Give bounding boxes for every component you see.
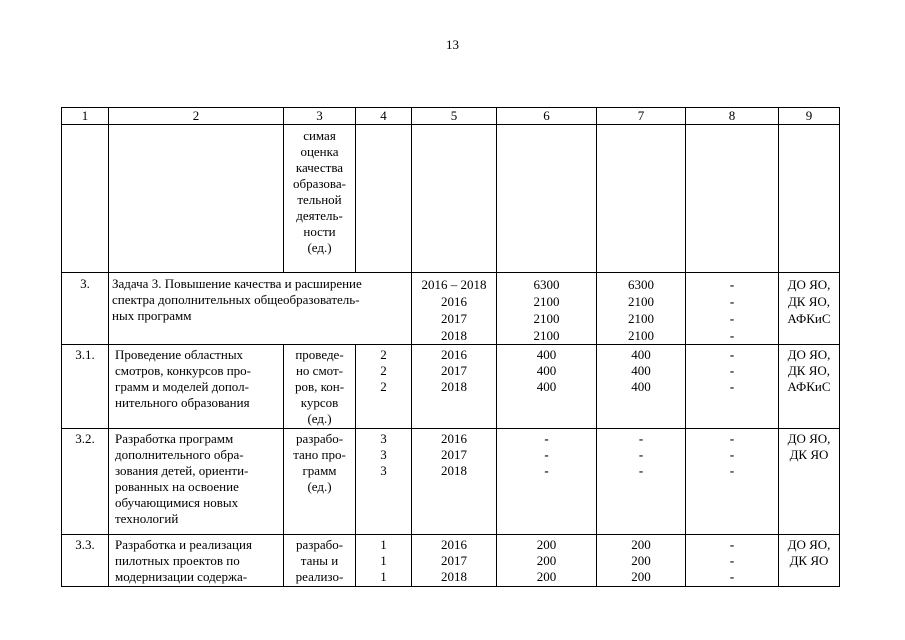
indicator-line: разрабо- xyxy=(295,431,344,446)
dash: - xyxy=(729,277,735,292)
responsible: ДО ЯО, xyxy=(787,431,831,446)
responsible: АФКиС xyxy=(787,311,831,326)
table-header-row xyxy=(62,108,840,125)
title-line: Задача 3. Повышение качества и расширение xyxy=(112,276,362,291)
num-cell: 3.2. xyxy=(62,429,109,535)
year-value: 2018 xyxy=(441,463,467,478)
value: 400 xyxy=(631,379,651,394)
indicator-cell xyxy=(284,125,356,273)
value: 200 xyxy=(536,537,557,552)
year-value: 2018 xyxy=(441,328,467,343)
value: 2100 xyxy=(628,294,654,309)
responsible-cell xyxy=(779,535,840,587)
responsible-cell xyxy=(779,345,840,429)
target-cell xyxy=(356,429,412,535)
value: 400 xyxy=(536,363,557,378)
header-cell: 6 xyxy=(497,108,597,125)
dash: - xyxy=(729,347,735,362)
title-cell xyxy=(109,535,284,587)
responsible: АФКиС xyxy=(787,379,831,394)
dash: - xyxy=(544,447,549,462)
header-cell: 4 xyxy=(356,108,412,125)
target-value: 1 xyxy=(380,537,387,552)
table-row-task-3 xyxy=(62,273,840,345)
indicator-line: разрабо- xyxy=(295,537,344,552)
num-cell: 3.3. xyxy=(62,535,109,587)
year-value: 2017 xyxy=(441,363,467,378)
year-value: 2016 xyxy=(441,537,467,552)
empty-cell xyxy=(686,125,779,273)
value: 6300 xyxy=(533,277,560,292)
target-value: 1 xyxy=(380,553,387,568)
title-line: модернизации содержа- xyxy=(115,569,248,584)
year-value: 2017 xyxy=(441,447,467,462)
header-cell: 3 xyxy=(284,108,356,125)
header-cell: 5 xyxy=(412,108,497,125)
value: 2100 xyxy=(533,311,560,326)
col8-cell xyxy=(686,345,779,429)
responsible: ДК ЯО xyxy=(789,553,829,568)
table-row-3-3 xyxy=(62,535,840,587)
col6-cell xyxy=(497,345,597,429)
target-value: 1 xyxy=(380,569,387,584)
page-number: 13 xyxy=(446,37,459,52)
target-cell xyxy=(356,345,412,429)
target-value: 2 xyxy=(380,363,387,378)
dash: - xyxy=(729,363,735,378)
dash: - xyxy=(729,294,735,309)
year-value: 2017 xyxy=(441,553,467,568)
title-line: спектра дополнительных общеобразователь- xyxy=(112,292,360,307)
col7-cell xyxy=(597,273,686,345)
value: 200 xyxy=(536,553,557,568)
value: 400 xyxy=(631,363,651,378)
empty-cell xyxy=(497,125,597,273)
year-value: 2018 xyxy=(441,569,467,584)
target-value: 2 xyxy=(380,347,387,362)
title-line: обучающимися новых xyxy=(115,495,239,510)
dash: - xyxy=(544,431,549,446)
title-line: Разработка и реализация xyxy=(115,537,252,552)
task-title-cell xyxy=(109,273,412,345)
value: 200 xyxy=(631,553,651,568)
title-line: технологий xyxy=(115,511,179,526)
responsible: ДК ЯО, xyxy=(787,363,831,378)
value: 400 xyxy=(631,347,651,362)
col7-cell xyxy=(597,429,686,535)
indicator-line: грамм xyxy=(302,463,337,478)
indicator-line: проведе- xyxy=(295,347,344,362)
col6-cell xyxy=(497,273,597,345)
title-line: зования детей, ориенти- xyxy=(115,463,249,478)
dash: - xyxy=(729,379,735,394)
dash: - xyxy=(729,569,735,584)
indicator-line: но смот- xyxy=(295,363,344,378)
title-line: рованных на освоение xyxy=(115,479,239,494)
value: 2100 xyxy=(628,328,654,343)
header-cell: 1 xyxy=(62,108,109,125)
indicator-line: (ед.) xyxy=(307,411,332,426)
header-cell: 2 xyxy=(109,108,284,125)
title-line: смотров, конкурсов про- xyxy=(115,363,251,378)
year-value: 2016 – 2018 xyxy=(421,277,487,292)
empty-cell xyxy=(412,125,497,273)
indicator-line: таны и xyxy=(300,553,339,568)
target-value: 2 xyxy=(380,379,387,394)
value: 400 xyxy=(536,347,557,362)
indicator-line: ров, кон- xyxy=(294,379,345,394)
value: 200 xyxy=(536,569,557,584)
title-line: нительного образования xyxy=(115,395,250,410)
title-cell xyxy=(109,429,284,535)
table-row-3-1 xyxy=(62,345,840,429)
empty-cell xyxy=(597,125,686,273)
title-line: дополнительного обра- xyxy=(115,447,244,462)
target-value: 3 xyxy=(380,463,387,478)
title-line: Проведение областных xyxy=(115,347,244,362)
dash: - xyxy=(729,431,735,446)
dash: - xyxy=(729,553,735,568)
year-value: 2016 xyxy=(441,431,467,446)
dash: - xyxy=(729,463,735,478)
table-row-continuation xyxy=(62,125,840,273)
title-cell xyxy=(109,345,284,429)
years-cell xyxy=(412,345,497,429)
year-value: 2018 xyxy=(441,379,467,394)
empty-cell xyxy=(356,125,412,273)
responsible: ДО ЯО, xyxy=(787,347,831,362)
dash: - xyxy=(638,431,644,446)
target-cell xyxy=(356,535,412,587)
dash: - xyxy=(638,447,644,462)
years-cell xyxy=(412,535,497,587)
indicator-line: симая xyxy=(303,128,336,143)
years-cell xyxy=(412,429,497,535)
num-cell: 3.1. xyxy=(62,345,109,429)
responsible-cell xyxy=(779,273,840,345)
indicator-line: качества xyxy=(295,160,344,175)
col8-cell xyxy=(686,429,779,535)
year-value: 2016 xyxy=(441,347,467,362)
indicator-cell xyxy=(284,345,356,429)
table-row-3-2 xyxy=(62,429,840,535)
value: 2100 xyxy=(533,294,560,309)
dash: - xyxy=(729,328,735,343)
years-cell xyxy=(412,273,497,345)
indicator-line: реализо- xyxy=(295,569,344,584)
title-cell xyxy=(109,125,284,273)
indicator-line: оценка xyxy=(300,144,339,159)
indicator-cell xyxy=(284,429,356,535)
indicator-line: (ед.) xyxy=(307,240,332,255)
col6-cell xyxy=(497,429,597,535)
dash: - xyxy=(544,463,549,478)
header-cell: 7 xyxy=(597,108,686,125)
year-value: 2017 xyxy=(441,311,467,326)
col6-cell xyxy=(497,535,597,587)
indicator-line: курсов xyxy=(300,395,339,410)
title-line: грамм и моделей допол- xyxy=(115,379,249,394)
title-line: ных программ xyxy=(112,308,192,323)
title-line: Разработка программ xyxy=(115,431,234,446)
dash: - xyxy=(638,463,644,478)
target-value: 3 xyxy=(380,431,387,446)
value: 200 xyxy=(631,569,651,584)
responsible: ДО ЯО, xyxy=(787,277,831,292)
col8-cell xyxy=(686,535,779,587)
dash: - xyxy=(729,537,735,552)
value: 6300 xyxy=(628,277,654,292)
indicator-line: ности xyxy=(303,224,336,239)
value: 2100 xyxy=(628,311,654,326)
num-cell: 3. xyxy=(62,273,109,345)
responsible: ДК ЯО, xyxy=(787,294,831,309)
indicator-line: тано про- xyxy=(293,447,346,462)
indicator-line: образова- xyxy=(292,176,346,191)
num-cell xyxy=(62,125,109,273)
col7-cell xyxy=(597,345,686,429)
dash: - xyxy=(729,311,735,326)
value: 2100 xyxy=(533,328,560,343)
indicator-line: (ед.) xyxy=(307,479,332,494)
indicator-line: деятель- xyxy=(296,208,343,223)
target-value: 3 xyxy=(380,447,387,462)
title-line: пилотных проектов по xyxy=(115,553,240,568)
header-cell: 9 xyxy=(779,108,840,125)
indicator-line: тельной xyxy=(297,192,342,207)
dash: - xyxy=(729,447,735,462)
header-cell: 8 xyxy=(686,108,779,125)
program-table xyxy=(61,107,840,587)
responsible-cell xyxy=(779,429,840,535)
value: 400 xyxy=(536,379,557,394)
value: 200 xyxy=(631,537,651,552)
empty-cell xyxy=(779,125,840,273)
responsible: ДО ЯО, xyxy=(787,537,831,552)
indicator-cell xyxy=(284,535,356,587)
responsible: ДК ЯО xyxy=(789,447,829,462)
col7-cell xyxy=(597,535,686,587)
year-value: 2016 xyxy=(441,294,467,309)
col8-cell xyxy=(686,273,779,345)
